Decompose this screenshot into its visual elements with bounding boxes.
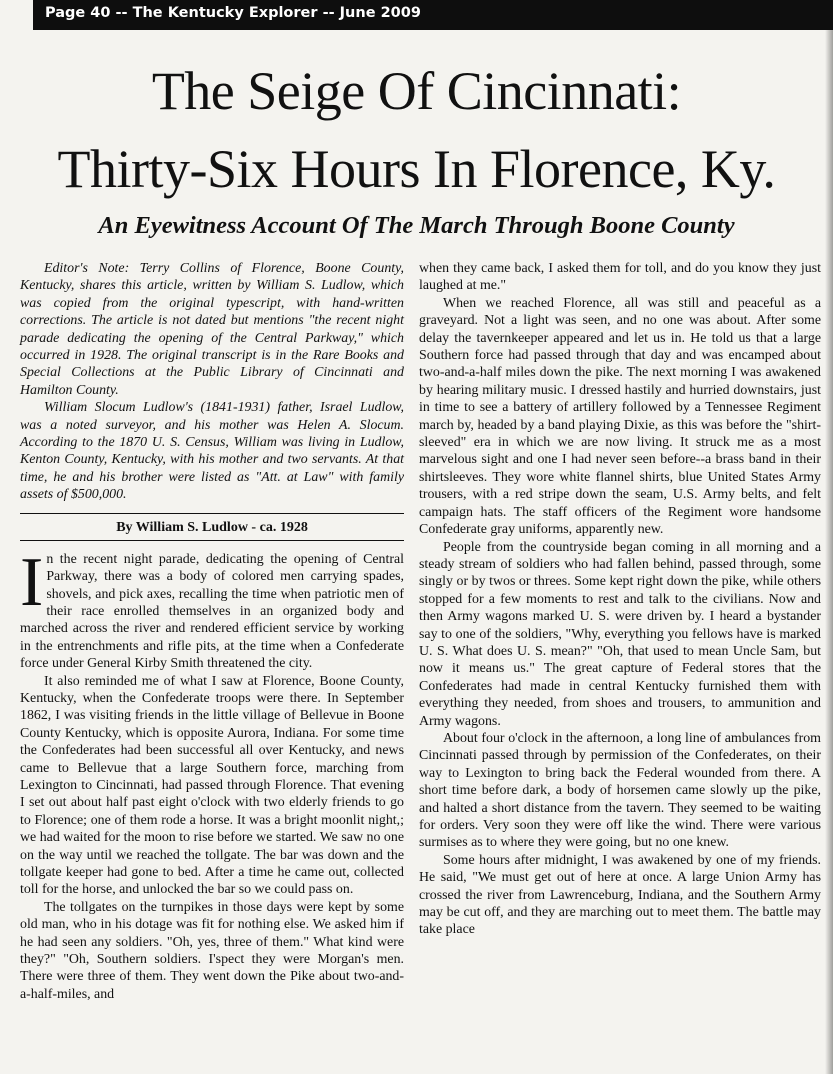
page-header-text: Page 40 -- The Kentucky Explorer -- June 2009 — [45, 5, 421, 21]
page-spine-shadow — [825, 30, 833, 1074]
byline: By William S. Ludlow - ca. 1928 — [20, 513, 404, 541]
editor-note-paragraph: William Slocum Ludlow's (1841-1931) father, Israel Ludlow, was a noted surveyor, and his mother was Helen A. Slocum. According to the 1870 U. S. Census, William was living in Ludlow, Kenton County, Kentucky, with his mother and two servants. At that time, he and his brother were listed as "Att. at Law" with family assets of $500,000. — [20, 400, 404, 503]
body-paragraph — [20, 543, 404, 673]
body-paragraph: It also reminded me of what I saw at Florence, Boone County, Kentucky, when the Confederate troops were there. In September 1862, I was visiting friends in the little village of Bellevue in Boone County Kentucky, which is opposite Aurora, Indiana. For some time the Confederates had been successful all over Kentucky, and news came to Bellevue that a large Southern force, marching from Lexington to Cincinnati, had passed through Florence. That evening I set out about half past eight o'clock with two elderly friends to go to Florence; one of them rode a horse. It was a bright moonlit night,; we had waited for the moon to rise before we started. We saw no one on the way until we reached the tollgate. The bar was down and the tollgate keeper had gone to bed. After a time he came out, collected toll for the horse, and unlocked the bar so we could pass on. — [20, 673, 404, 898]
drop-cap: I — [20, 543, 44, 621]
page-header-bar — [33, 0, 833, 30]
body-paragraph: The tollgates on the turnpikes in those days were kept by some old man, who in his dotage was fit for nothing else. We asked him if he had seen any soldiers. "Oh, yes, three of them." What kind were they?" "Oh, Southern soldiers. I'spect they were Morgan's men. There were three of them. They went down the Pike about two-and-a-half-miles, and — [20, 899, 404, 1002]
first-paragraph-text: n the recent night parade, dedicating the opening of Central Parkway, there was a body of colored men carrying spades, shovels, and pick axes, recalling the time when patriotic men of their race enrolled themselves in an organized body and marched across the river and rendered efficient service by working in the entrenchments and rifle pits, at the time when a Confederate force under General Kirby Smith threatened the city. — [20, 551, 404, 672]
left-column — [20, 260, 404, 1003]
body-paragraph: About four o'clock in the afternoon, a long line of ambulances from Cincinnati passed through by permission of the Confederates, on their way to Lexington to bring back the Federal wounded from there. A short time before dark, a body of horsemen came slowly up the pike, and halted a short distance from the tavern. They seemed to be waiting for orders. Very soon they were off like the wind. There were various surmises as to where they were going, but no one knew. — [419, 730, 821, 851]
body-paragraph: When we reached Florence, all was still and peaceful as a graveyard. Not a light was seen, and no one was about. After some delay the tavernkeeper appeared and let us in. He told us that a large Southern force had passed through that day and was encamped about two-and-a-half miles down the pike. The next morning I was awakened by hearing military music. I dressed hastily and hurried downstairs, just in time to see a battery of artillery followed by a Tennessee Regiment march by, headed by a band playing Dixie, as this was before the "shirt-sleeved" era in which we are now living. It struck me as a most marvelous sight and one I had never seen before--a brass band in their shirtsleeves. They wore white flannel shirts, blue United States Army trousers, with a red stripe down the seam, U.S. Army belts, and felt campaign hats. The staff officers of the Regiment wore handsome Confederate gray uniforms, apparently new. — [419, 295, 821, 538]
article-subtitle: An Eyewitness Account Of The March Through Boone County — [98, 212, 735, 239]
editor-note-paragraph: Editor's Note: Terry Collins of Florence, Boone County, Kentucky, shares this article, written by William S. Ludlow, which was copied from the original typescript, with hand-written corrections. The article is not dated but mentions "the recent night parade dedicating the opening of the Central Parkway," which occurred in 1928. The original transcript is in the Rare Books and Special Collections at the Public Library of Cincinnati and Hamilton County. — [20, 261, 404, 398]
body-paragraph: People from the countryside began coming in all morning and a steady stream of soldiers who had fallen behind, passed through, some singly or by twos or threes. Some kept right down the pike, while others stopped for a few moments to rest and talk to the civilians. Now and then Army wagons marked U. S. were driven by. I heard a bystander say to one of the soldiers, "Why, everything you fellows have is marked U. S. What does U. S. mean?" "Oh, that used to mean Uncle Sam, but now it means us." The great capture of Federal stores that the Confederates had made in central Kentucky furnished them with everything they needed, from shoes and trousers, to ammunition and Army wagons. — [419, 539, 821, 729]
body-paragraph: Some hours after midnight, I was awakened by one of my friends. He said, "We must get out of here at once. A large Union Army has crossed the river from Lawrenceburg, Indiana, and the Southern Army may be cut off, and they are marching out to meet them. The battle may take place — [419, 852, 821, 938]
article-title-line-2: Thirty-Six Hours In Florence, Ky. — [57, 139, 776, 199]
body-paragraph: when they came back, I asked them for toll, and do you know they just laughed at me." — [419, 261, 821, 294]
right-column — [419, 260, 821, 939]
article-title-line-1: The Seige Of Cincinnati: — [151, 61, 682, 121]
